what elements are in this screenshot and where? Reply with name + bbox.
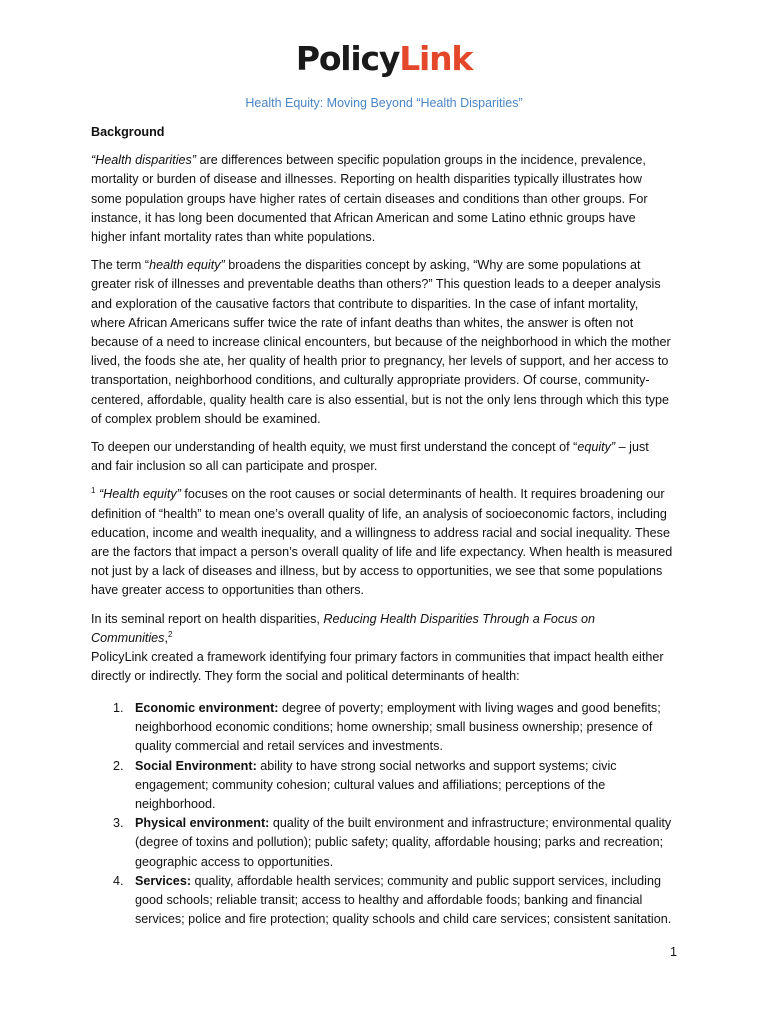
- list-item: [91, 757, 673, 815]
- list-term: Physical environment:: [135, 816, 270, 831]
- background-heading: Background: [91, 125, 165, 139]
- policylink-logo: [0, 39, 768, 78]
- list-text: ability to have strong social networks and support systems; civic engagement; community cohesion; cultural values and affiliations; perceptions of the neighborhood.: [135, 758, 617, 812]
- page-number: 1: [669, 945, 677, 959]
- term-health-equity-quoted: “Health equity”: [98, 487, 181, 502]
- list-number: 3.: [113, 816, 124, 831]
- logo-part-link: Link: [399, 39, 473, 78]
- paragraph-text: The term “: [91, 258, 150, 273]
- paragraph-text: are differences between specific population groups in the incidence, prevalence, mortality or burden of disease and illnesses. Reporting on health disparities typically illustrates how some population groups have higher rates of certain diseases and conditions than other groups. For instance, it has long been documented that African American and some Latino ethnic groups have higher infant mortality rates than white populations.: [91, 153, 648, 245]
- paragraph-text: broadens the disparities concept by asking, “Why are some populations at greater risk of illnesses and preventable deaths than others?” This question leads to a deeper analysis and exploration of the causative factors that contribute to disparities. In the case of infant mortality, where African Americans suffer twice the rate of infant deaths than whites, the answer is often not because of a need to increase clinical encounters, but because of the neighborhood in which the mother lived, the foods she ate, her quality of health prior to pregnancy, her levels of support, and her access to transportation, neighborhood conditions, and culturally appropriate providers. Of course, community-centered, affordable, quality health care is also essential, but is not the only lens through which this type of complex problem should be examined.: [91, 258, 671, 426]
- paragraph-text: To deepen our understanding of health equity, we must first understand the concept of “: [91, 440, 578, 455]
- list-item: [91, 872, 673, 930]
- document-body: [91, 123, 673, 695]
- list-item: [91, 814, 673, 872]
- list-number: 4.: [113, 873, 124, 888]
- paragraph-health-disparities: [91, 151, 673, 247]
- paragraph-equity-concept: [91, 438, 673, 476]
- paragraph-text: focuses on the root causes or social determinants of health. It requires broadening our definition of “health” to mean one’s overall quality of life, an analysis of socioeconomic factors, including education, income and wealth inequality, and a willingness to address racial and social inequality. These are the factors that impact a person’s overall quality of life and life expectancy. When health is measured not just by a lack of diseases and illness, but by access to opportunities, we see that some populations have greater access to opportunities than others.: [91, 487, 673, 598]
- paragraph-text: – just and fair inclusion so all can participate and prosper.: [91, 440, 649, 474]
- list-text: quality, affordable health services; community and public support services, including good schools; reliable transit; access to healthy and affordable foods; banking and financial services; police and fire protection; quality schools and child care services; consistent sanitation.: [135, 873, 672, 927]
- term-health-disparities: “Health disparities”: [91, 153, 196, 168]
- report-title: Reducing Health Disparities Through a Focus on Communities: [91, 611, 596, 645]
- paragraph-policylink-framework: [91, 610, 673, 687]
- paragraph-text: PolicyLink created a framework identifying four primary factors in communities that impact health either directly or indirectly. They form the social and political determinants of health:: [91, 650, 664, 684]
- logo-part-policy: Policy: [295, 39, 400, 78]
- list-term: Services:: [135, 873, 192, 888]
- list-text: degree of poverty; employment with living wages and good benefits; neighborhood economic conditions; home ownership; small business ownership; presence of quality commercial and retail services and investments.: [135, 701, 661, 754]
- list-term: Social Environment:: [135, 758, 257, 773]
- document-subtitle: Health Equity: Moving Beyond “Health Disparities”: [245, 96, 523, 110]
- list-text: quality of the built environment and infrastructure; environmental quality (degree of toxins and pollution); public safety; quality, affordable housing; parks and recreation; geographic access to opportunities.: [135, 816, 672, 869]
- determinants-list: [91, 699, 673, 929]
- term-equity: equity”: [577, 440, 616, 455]
- list-number: 2.: [113, 758, 124, 773]
- list-item: [91, 699, 673, 757]
- footnote-marker-2: 2: [167, 629, 173, 639]
- footnote-marker-1: 1: [91, 486, 96, 496]
- paragraph-health-equity-term: [91, 256, 673, 429]
- paragraph-comma: ,: [164, 630, 168, 645]
- paragraph-health-equity-definition: [91, 485, 673, 600]
- paragraph-text: In its seminal report on health disparities,: [91, 611, 324, 626]
- list-number: 1.: [113, 701, 124, 715]
- list-term: Economic environment:: [135, 701, 279, 715]
- term-health-equity: health equity”: [149, 258, 225, 273]
